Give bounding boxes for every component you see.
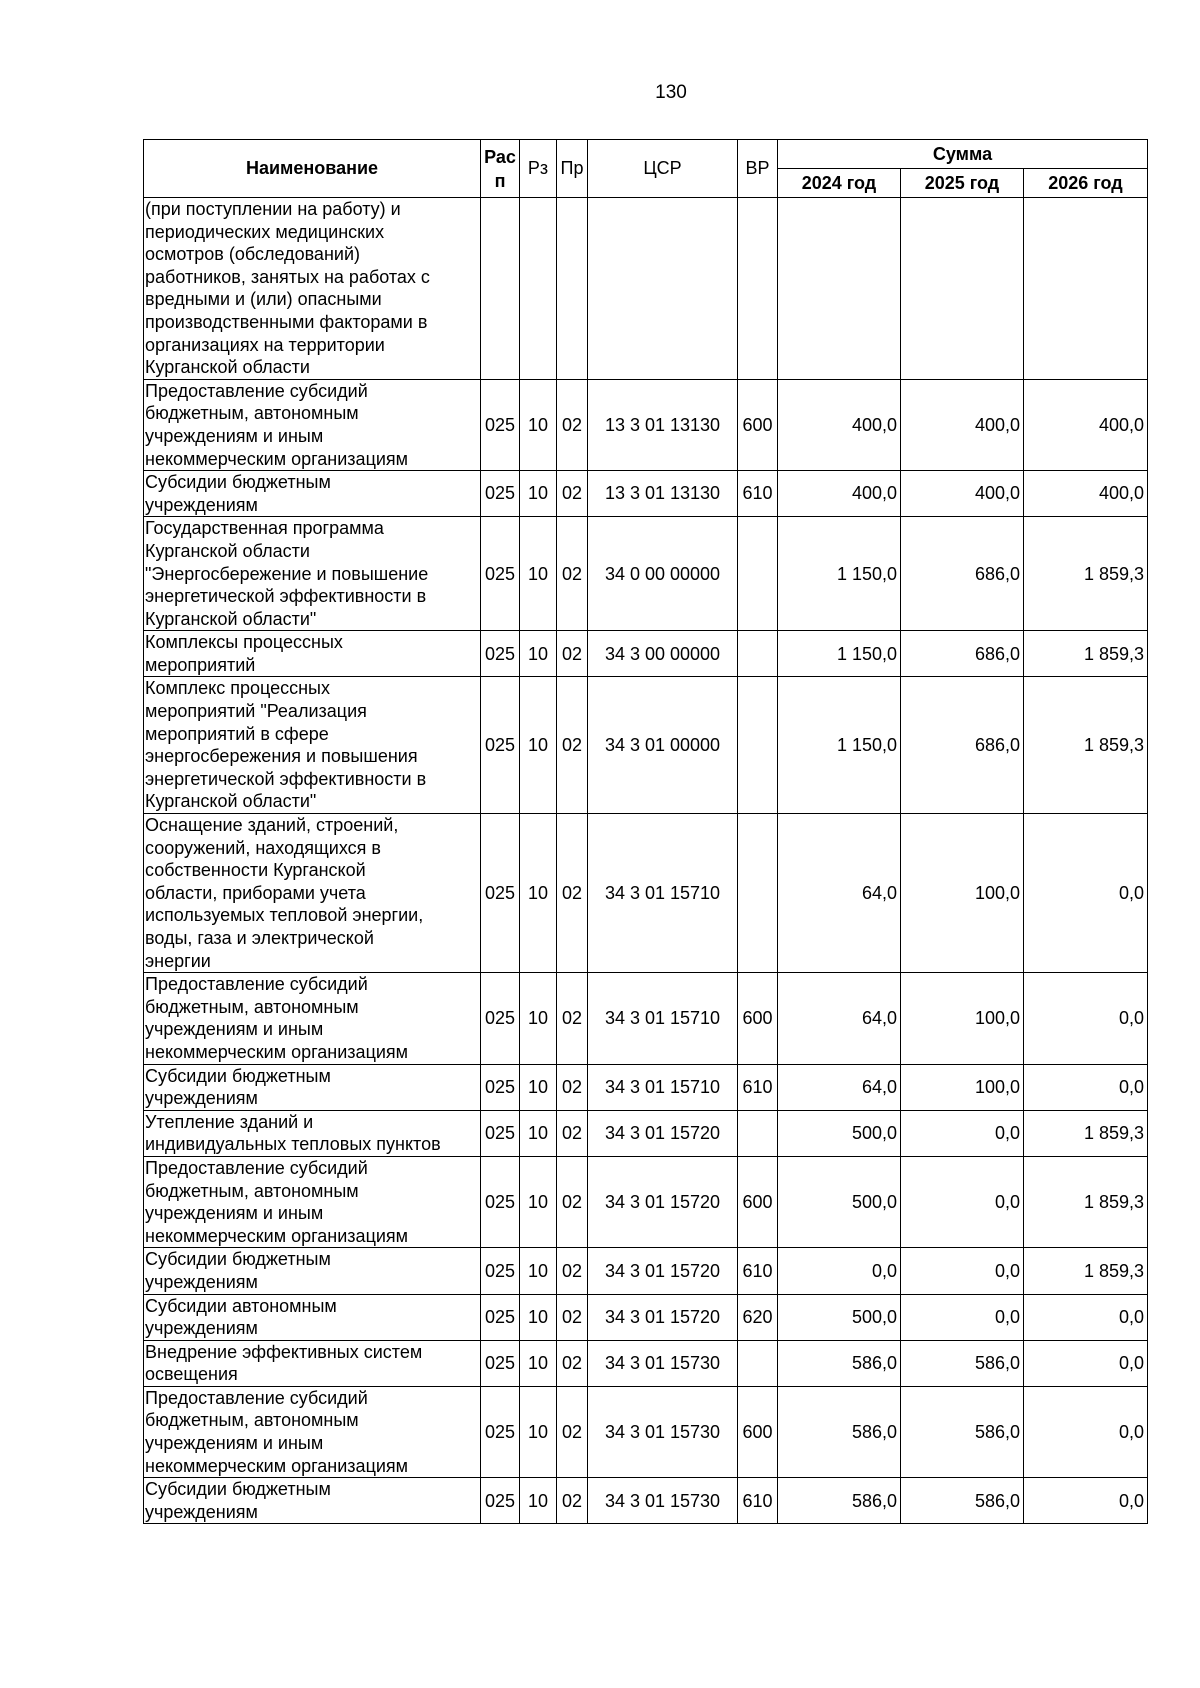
row-sum-2024: 586,0 <box>778 1478 901 1524</box>
row-rz: 10 <box>520 1478 557 1524</box>
table-row <box>144 1156 1148 1247</box>
row-vr: 610 <box>738 1064 778 1110</box>
row-name: Государственная программа Курганской области "Энергосбережение и повышение энергетической эффективности в Курганской области" <box>144 517 481 631</box>
row-csr: 13 3 01 13130 <box>588 471 738 517</box>
row-csr: 34 3 01 15710 <box>588 814 738 973</box>
row-rz: 10 <box>520 517 557 631</box>
row-csr: 34 0 00 00000 <box>588 517 738 631</box>
row-sum-2024: 586,0 <box>778 1386 901 1477</box>
row-csr: 34 3 01 15710 <box>588 1064 738 1110</box>
row-sum-2026: 0,0 <box>1024 814 1148 973</box>
row-sum-2025: 400,0 <box>901 379 1024 470</box>
header-year-2026: 2026 год <box>1024 169 1148 198</box>
row-name: Субсидии бюджетным учреждениям <box>144 1478 481 1524</box>
table-row <box>144 1340 1148 1386</box>
row-vr: 600 <box>738 379 778 470</box>
row-vr: 600 <box>738 973 778 1064</box>
table-row <box>144 1294 1148 1340</box>
row-sum-2024: 400,0 <box>778 379 901 470</box>
row-sum-2024: 0,0 <box>778 1248 901 1294</box>
row-rasp: 025 <box>481 973 520 1064</box>
row-pr: 02 <box>557 1386 588 1477</box>
row-sum-2024: 64,0 <box>778 1064 901 1110</box>
row-sum-2025: 686,0 <box>901 677 1024 814</box>
row-pr: 02 <box>557 1478 588 1524</box>
row-sum-2024: 500,0 <box>778 1294 901 1340</box>
row-rasp: 025 <box>481 814 520 973</box>
budget-table <box>143 139 1148 1524</box>
table-row <box>144 814 1148 973</box>
row-sum-2024: 64,0 <box>778 814 901 973</box>
row-pr: 02 <box>557 1064 588 1110</box>
table-body <box>144 198 1148 1524</box>
table-row <box>144 1064 1148 1110</box>
row-sum-2025: 400,0 <box>901 471 1024 517</box>
row-pr: 02 <box>557 517 588 631</box>
row-sum-2025: 0,0 <box>901 1156 1024 1247</box>
table-row <box>144 631 1148 677</box>
row-sum-2024 <box>778 198 901 380</box>
row-name: Предоставление субсидий бюджетным, автономным учреждениям и иным некоммерческим организациям <box>144 379 481 470</box>
table-row <box>144 973 1148 1064</box>
row-csr: 34 3 01 15720 <box>588 1248 738 1294</box>
table-row <box>144 517 1148 631</box>
row-name: Предоставление субсидий бюджетным, автономным учреждениям и иным некоммерческим организациям <box>144 973 481 1064</box>
row-csr: 34 3 01 15720 <box>588 1110 738 1156</box>
header-year-2025: 2025 год <box>901 169 1024 198</box>
row-sum-2025: 686,0 <box>901 517 1024 631</box>
row-rasp: 025 <box>481 1156 520 1247</box>
header-name: Наименование <box>144 140 481 198</box>
row-vr <box>738 198 778 380</box>
row-rz: 10 <box>520 814 557 973</box>
row-sum-2026: 0,0 <box>1024 1064 1148 1110</box>
row-vr: 610 <box>738 471 778 517</box>
row-vr: 600 <box>738 1156 778 1247</box>
table-row <box>144 1248 1148 1294</box>
row-sum-2025: 586,0 <box>901 1386 1024 1477</box>
row-pr: 02 <box>557 973 588 1064</box>
header-row-1 <box>144 140 1148 169</box>
row-pr: 02 <box>557 631 588 677</box>
row-csr: 34 3 01 15710 <box>588 973 738 1064</box>
row-csr: 34 3 01 00000 <box>588 677 738 814</box>
row-pr: 02 <box>557 814 588 973</box>
header-sum: Сумма <box>778 140 1148 169</box>
header-vr: ВР <box>738 140 778 198</box>
header-year-2024: 2024 год <box>778 169 901 198</box>
row-rasp: 025 <box>481 677 520 814</box>
row-csr: 34 3 01 15720 <box>588 1156 738 1247</box>
row-sum-2024: 1 150,0 <box>778 677 901 814</box>
row-name: Комплекс процессных мероприятий "Реализация мероприятий в сфере энергосбережения и повышения энергетической эффективности в Курганской области" <box>144 677 481 814</box>
row-vr: 620 <box>738 1294 778 1340</box>
row-name: Предоставление субсидий бюджетным, автономным учреждениям и иным некоммерческим организациям <box>144 1386 481 1477</box>
row-sum-2025: 0,0 <box>901 1294 1024 1340</box>
row-sum-2026: 400,0 <box>1024 471 1148 517</box>
header-rz: Рз <box>520 140 557 198</box>
row-sum-2026: 400,0 <box>1024 379 1148 470</box>
row-rz: 10 <box>520 471 557 517</box>
row-sum-2024: 500,0 <box>778 1110 901 1156</box>
row-vr: 610 <box>738 1478 778 1524</box>
row-rasp: 025 <box>481 1064 520 1110</box>
row-rasp: 025 <box>481 471 520 517</box>
row-name: Субсидии бюджетным учреждениям <box>144 471 481 517</box>
row-pr: 02 <box>557 1340 588 1386</box>
row-sum-2026: 1 859,3 <box>1024 517 1148 631</box>
row-sum-2026: 0,0 <box>1024 1340 1148 1386</box>
table-row <box>144 1478 1148 1524</box>
row-vr <box>738 1340 778 1386</box>
row-sum-2024: 400,0 <box>778 471 901 517</box>
row-rasp: 025 <box>481 631 520 677</box>
header-csr: ЦСР <box>588 140 738 198</box>
row-rasp: 025 <box>481 1340 520 1386</box>
row-sum-2026: 0,0 <box>1024 1386 1148 1477</box>
row-name: Внедрение эффективных систем освещения <box>144 1340 481 1386</box>
row-sum-2025: 100,0 <box>901 1064 1024 1110</box>
row-name: Утепление зданий и индивидуальных тепловых пунктов <box>144 1110 481 1156</box>
row-name: (при поступлении на работу) и периодических медицинских осмотров (обследований) работников, занятых на работах с вредными и (или) опасными производственными факторами в организациях на территории Курганской области <box>144 198 481 380</box>
table-row <box>144 471 1148 517</box>
row-sum-2025: 586,0 <box>901 1340 1024 1386</box>
row-sum-2026: 1 859,3 <box>1024 1248 1148 1294</box>
row-pr: 02 <box>557 1248 588 1294</box>
row-sum-2025: 100,0 <box>901 973 1024 1064</box>
row-sum-2025: 0,0 <box>901 1248 1024 1294</box>
row-pr: 02 <box>557 1156 588 1247</box>
row-sum-2024: 500,0 <box>778 1156 901 1247</box>
row-vr <box>738 1110 778 1156</box>
row-sum-2026: 0,0 <box>1024 1478 1148 1524</box>
row-name: Субсидии бюджетным учреждениям <box>144 1248 481 1294</box>
row-rz: 10 <box>520 1294 557 1340</box>
row-vr: 600 <box>738 1386 778 1477</box>
row-pr: 02 <box>557 1110 588 1156</box>
row-csr: 34 3 01 15720 <box>588 1294 738 1340</box>
table-row <box>144 677 1148 814</box>
row-rz: 10 <box>520 1110 557 1156</box>
row-sum-2024: 1 150,0 <box>778 631 901 677</box>
row-sum-2026: 1 859,3 <box>1024 631 1148 677</box>
row-sum-2026 <box>1024 198 1148 380</box>
table-row <box>144 1110 1148 1156</box>
row-rasp: 025 <box>481 379 520 470</box>
row-vr <box>738 814 778 973</box>
row-sum-2024: 586,0 <box>778 1340 901 1386</box>
row-csr: 34 3 01 15730 <box>588 1478 738 1524</box>
row-sum-2026: 1 859,3 <box>1024 1156 1148 1247</box>
table-row <box>144 379 1148 470</box>
row-pr <box>557 198 588 380</box>
row-sum-2025: 686,0 <box>901 631 1024 677</box>
row-rz: 10 <box>520 1386 557 1477</box>
row-pr: 02 <box>557 1294 588 1340</box>
row-csr <box>588 198 738 380</box>
row-vr <box>738 631 778 677</box>
row-csr: 34 3 01 15730 <box>588 1386 738 1477</box>
row-sum-2026: 1 859,3 <box>1024 1110 1148 1156</box>
row-pr: 02 <box>557 471 588 517</box>
row-rasp: 025 <box>481 1386 520 1477</box>
row-sum-2026: 0,0 <box>1024 973 1148 1064</box>
row-sum-2024: 1 150,0 <box>778 517 901 631</box>
row-csr: 34 3 01 15730 <box>588 1340 738 1386</box>
row-rasp <box>481 198 520 380</box>
row-name: Субсидии бюджетным учреждениям <box>144 1064 481 1110</box>
row-rz: 10 <box>520 1156 557 1247</box>
row-rz <box>520 198 557 380</box>
header-pr: Пр <box>557 140 588 198</box>
row-rz: 10 <box>520 1340 557 1386</box>
row-rz: 10 <box>520 1064 557 1110</box>
row-rasp: 025 <box>481 1478 520 1524</box>
row-sum-2026: 0,0 <box>1024 1294 1148 1340</box>
row-csr: 34 3 00 00000 <box>588 631 738 677</box>
row-sum-2025: 586,0 <box>901 1478 1024 1524</box>
row-rasp: 025 <box>481 1248 520 1294</box>
row-csr: 13 3 01 13130 <box>588 379 738 470</box>
header-rasp: Рас п <box>481 140 520 198</box>
row-rasp: 025 <box>481 517 520 631</box>
row-sum-2025: 0,0 <box>901 1110 1024 1156</box>
row-name: Оснащение зданий, строений, сооружений, находящихся в собственности Курганской области, приборами учета используемых тепловой энергии, воды, газа и электрической энергии <box>144 814 481 973</box>
page-number: 130 <box>655 82 687 103</box>
row-pr: 02 <box>557 379 588 470</box>
row-rasp: 025 <box>481 1294 520 1340</box>
row-sum-2024: 64,0 <box>778 973 901 1064</box>
table-row <box>144 198 1148 380</box>
row-rz: 10 <box>520 677 557 814</box>
row-rz: 10 <box>520 973 557 1064</box>
table-row <box>144 1386 1148 1477</box>
row-name: Комплексы процессных мероприятий <box>144 631 481 677</box>
row-pr: 02 <box>557 677 588 814</box>
row-rz: 10 <box>520 1248 557 1294</box>
row-rz: 10 <box>520 379 557 470</box>
row-vr <box>738 517 778 631</box>
row-sum-2026: 1 859,3 <box>1024 677 1148 814</box>
row-vr: 610 <box>738 1248 778 1294</box>
row-name: Субсидии автономным учреждениям <box>144 1294 481 1340</box>
row-rasp: 025 <box>481 1110 520 1156</box>
row-sum-2025: 100,0 <box>901 814 1024 973</box>
row-sum-2025 <box>901 198 1024 380</box>
row-vr <box>738 677 778 814</box>
row-name: Предоставление субсидий бюджетным, автономным учреждениям и иным некоммерческим организациям <box>144 1156 481 1247</box>
row-rz: 10 <box>520 631 557 677</box>
